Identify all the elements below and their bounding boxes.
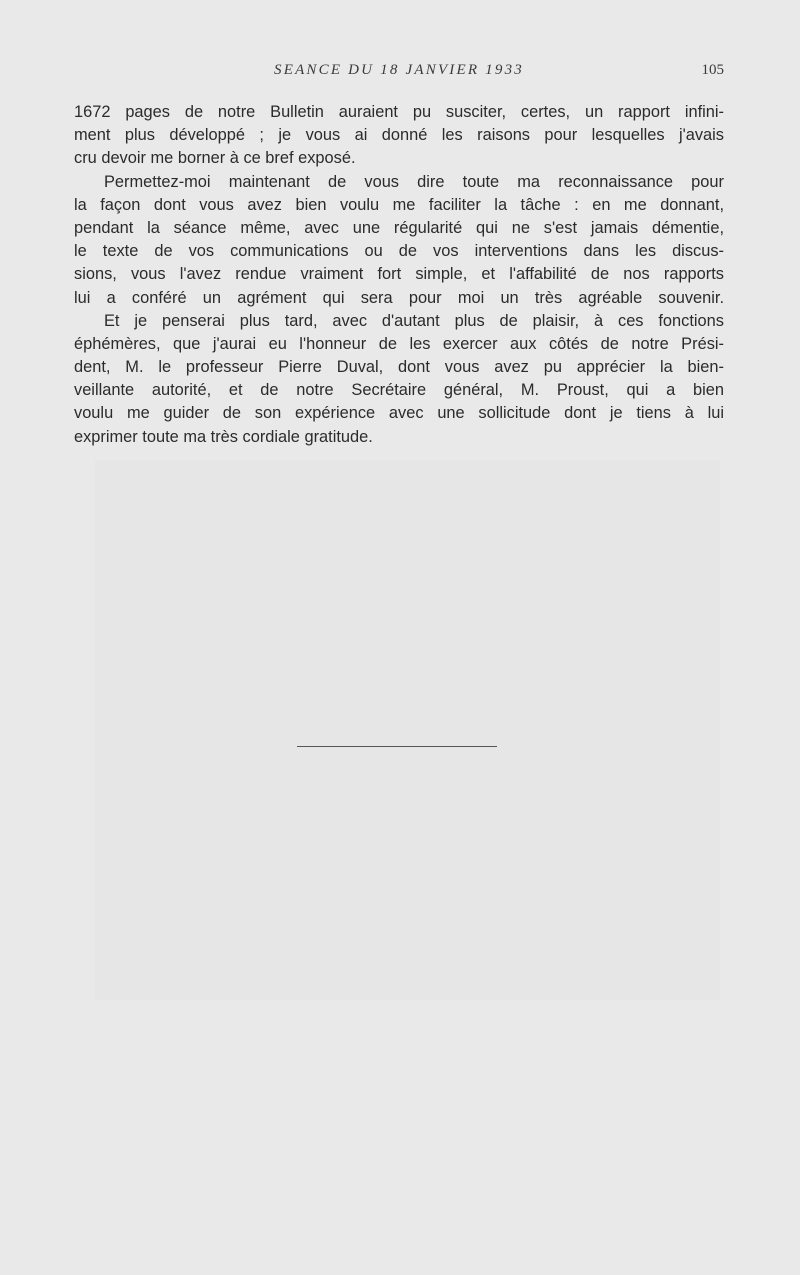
text-line: pendant la séance même, avec une régularité qui ne s'est jamais démentie, — [74, 218, 724, 237]
text-line: voulu me guider de son expérience avec une sollicitude dont je tiens à lui — [74, 404, 724, 423]
text-line: exprimer toute ma très cordiale gratitude. — [74, 427, 373, 446]
text-line: éphémères, que j'aurai eu l'honneur de les exercer aux côtés de notre Prési- — [74, 334, 724, 353]
text-line: cru devoir me borner à ce bref exposé. — [74, 149, 356, 168]
text-line: Et je penserai plus tard, avec d'autant plus de plaisir, à ces fonctions — [104, 311, 724, 330]
text-line: dent, M. le professeur Pierre Duval, dont vous avez pu apprécier la bien- — [74, 358, 724, 377]
paragraph-3 — [74, 310, 724, 449]
text-line: 1672 pages de notre Bulletin auraient pu susciter, certes, un rapport infini- — [74, 103, 724, 121]
body-text — [74, 101, 724, 449]
text-line: lui a conféré un agrément qui sera pour moi un très agréable souvenir. — [74, 288, 724, 307]
text-line: Permettez-moi maintenant de vous dire toute ma reconnaissance pour — [104, 172, 724, 191]
page-number: 105 — [701, 62, 724, 78]
text-line: sions, vous l'avez rendue vraiment fort simple, et l'affabilité de nos rapports — [74, 265, 724, 284]
text-line: veillante autorité, et de notre Secrétaire général, M. Proust, qui a bien — [74, 381, 724, 400]
paragraph-2 — [74, 171, 724, 310]
text-line: le texte de vos communications ou de vos interventions dans les discus- — [74, 242, 724, 261]
running-title: SEANCE DU 18 JANVIER 1933 — [274, 62, 524, 78]
bleed-through-shadow — [95, 460, 720, 1000]
paragraph-1 — [74, 101, 724, 171]
running-header — [74, 62, 724, 86]
text-line: ment plus développé ; je vous ai donné les raisons pour lesquelles j'avais — [74, 126, 724, 145]
text-line: la façon dont vous avez bien voulu me faciliter la tâche : en me donnant, — [74, 195, 724, 214]
section-divider — [297, 746, 497, 747]
